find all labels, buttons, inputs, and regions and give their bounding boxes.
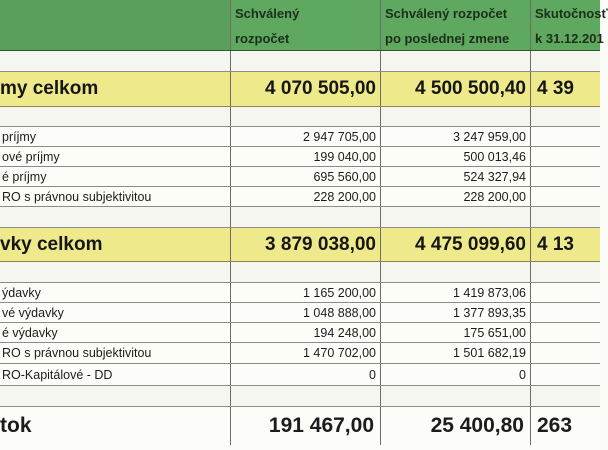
- header-corner-cell[interactable]: [0, 0, 230, 26]
- income-item-col1[interactable]: 2 947 705,00: [230, 127, 380, 146]
- cell[interactable]: [0, 107, 230, 126]
- header-col1-line2[interactable]: rozpočet: [230, 26, 380, 50]
- expense-item-col2[interactable]: 175 651,00: [380, 323, 530, 342]
- expense-item-row: [0, 323, 600, 343]
- cell[interactable]: [380, 207, 530, 227]
- cell[interactable]: [530, 167, 600, 186]
- expense-item-row: [0, 343, 600, 364]
- expense-item-col2[interactable]: 1 377 893,35: [380, 303, 530, 322]
- income-item-col1[interactable]: 228 200,00: [230, 187, 380, 206]
- expense-item-label[interactable]: ýdavky: [2, 285, 41, 300]
- cell[interactable]: [380, 51, 530, 71]
- expense-item-label[interactable]: RO-Kapitálové - DD: [2, 367, 113, 382]
- income-item-col1[interactable]: 695 560,00: [230, 167, 380, 186]
- expense-item-row: [0, 283, 600, 303]
- cell[interactable]: [530, 127, 600, 146]
- income-item-label[interactable]: príjmy: [2, 129, 37, 144]
- cell[interactable]: [230, 51, 380, 71]
- cell[interactable]: [530, 51, 600, 71]
- income-item-row: [0, 187, 600, 207]
- expenses-total-row: [0, 228, 600, 262]
- blank-row: [0, 207, 600, 228]
- expenses-total-col2[interactable]: 4 475 099,60: [380, 228, 530, 261]
- cell[interactable]: [530, 147, 600, 166]
- income-item-row: [0, 167, 600, 187]
- expense-item-col1[interactable]: 194 248,00: [230, 323, 380, 342]
- income-item-label[interactable]: ové príjmy: [2, 149, 60, 164]
- income-item-col2[interactable]: 500 013,46: [380, 147, 530, 166]
- expense-item-row: [0, 303, 600, 323]
- expense-item-col1[interactable]: 1 470 702,00: [230, 343, 380, 363]
- cell[interactable]: [0, 386, 230, 406]
- cell[interactable]: [530, 303, 600, 322]
- income-item-col2[interactable]: 228 200,00: [380, 187, 530, 206]
- header-col1-line1[interactable]: Schválený: [230, 0, 380, 26]
- cell[interactable]: [230, 262, 380, 282]
- income-total-label[interactable]: my celkom: [0, 78, 99, 99]
- income-item-col2[interactable]: 3 247 959,00: [380, 127, 530, 146]
- cell[interactable]: [530, 386, 600, 406]
- income-total-col2[interactable]: 4 500 500,40: [380, 72, 530, 106]
- header-row-2: [0, 26, 604, 51]
- expense-item-label[interactable]: vé výdavky: [2, 305, 64, 320]
- header-row-1: [0, 0, 608, 27]
- blank-row: [0, 386, 600, 407]
- cell[interactable]: [530, 283, 600, 302]
- income-item-col2[interactable]: 524 327,94: [380, 167, 530, 186]
- cell[interactable]: [0, 262, 230, 282]
- expense-item-label[interactable]: é výdavky: [2, 325, 58, 340]
- header-col2-line2[interactable]: po poslednej zmene: [380, 26, 530, 50]
- blank-row: [0, 51, 600, 72]
- cell[interactable]: [230, 386, 380, 406]
- result-col3[interactable]: 263: [530, 407, 600, 445]
- cell[interactable]: [380, 107, 530, 126]
- header-col3-line1[interactable]: Skutočnosť: [530, 0, 600, 26]
- header-corner-cell-2[interactable]: [0, 26, 230, 50]
- cell[interactable]: [530, 364, 600, 385]
- cell[interactable]: [0, 51, 230, 71]
- cell[interactable]: [0, 207, 230, 227]
- cell[interactable]: [530, 187, 600, 206]
- expenses-total-col1[interactable]: 3 879 038,00: [230, 228, 380, 261]
- header-col3-line2[interactable]: k 31.12.201: [530, 26, 600, 50]
- expense-item-col1[interactable]: 0: [230, 364, 380, 385]
- income-total-col1[interactable]: 4 070 505,00: [230, 72, 380, 106]
- expense-item-col2[interactable]: 1 501 682,19: [380, 343, 530, 363]
- result-label[interactable]: tok: [0, 414, 32, 437]
- expense-item-row: [0, 364, 600, 386]
- expense-item-col2[interactable]: 0: [380, 364, 530, 385]
- result-col1[interactable]: 191 467,00: [230, 407, 380, 445]
- expense-item-col2[interactable]: 1 419 873,06: [380, 283, 530, 302]
- expense-item-label[interactable]: RO s právnou subjektivitou: [2, 346, 152, 360]
- income-total-row: [0, 72, 600, 107]
- result-col2[interactable]: 25 400,80: [380, 407, 530, 445]
- cell[interactable]: [530, 262, 600, 282]
- income-item-label[interactable]: é príjmy: [2, 169, 47, 184]
- cell[interactable]: [380, 262, 530, 282]
- income-item-row: [0, 127, 600, 147]
- expenses-total-col3[interactable]: 4 13: [530, 228, 600, 261]
- blank-row: [0, 107, 600, 127]
- header-col2-line1[interactable]: Schválený rozpočet: [380, 0, 530, 26]
- expenses-total-label[interactable]: vky celkom: [0, 233, 103, 255]
- expense-item-col1[interactable]: 1 048 888,00: [230, 303, 380, 322]
- income-item-col1[interactable]: 199 040,00: [230, 147, 380, 166]
- income-total-col3[interactable]: 4 39: [530, 72, 600, 106]
- expense-item-col1[interactable]: 1 165 200,00: [230, 283, 380, 302]
- cell[interactable]: [230, 107, 380, 126]
- cell[interactable]: [530, 207, 600, 227]
- blank-row: [0, 262, 600, 283]
- cell[interactable]: [380, 386, 530, 406]
- result-row: [0, 407, 600, 445]
- cell[interactable]: [530, 323, 600, 342]
- cell[interactable]: [230, 207, 380, 227]
- income-item-label[interactable]: RO s právnou subjektivitou: [2, 189, 152, 204]
- income-item-row: [0, 147, 600, 167]
- cell[interactable]: [530, 343, 600, 363]
- cell[interactable]: [530, 107, 600, 126]
